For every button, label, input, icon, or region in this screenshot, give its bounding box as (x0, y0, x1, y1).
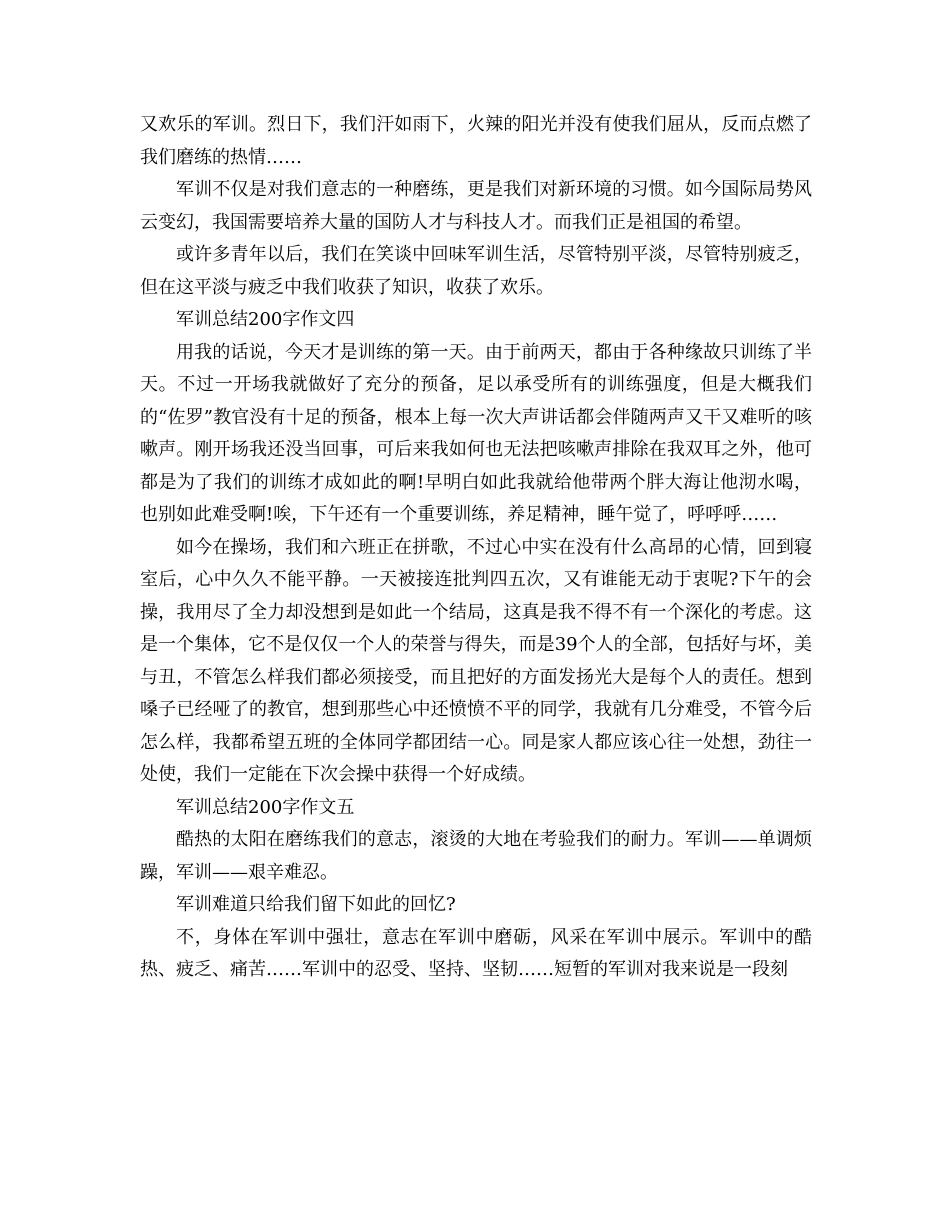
paragraph: 军训难道只给我们留下如此的回忆? (176, 894, 456, 915)
paragraph: 不，身体在军训中强壮，意志在军训中磨砺，风采在军训中展示。军训中的酷热、疲乏、痛苦……军训中的忍受、坚持、坚韧……短暂的军训对我来说是一段刻 (140, 926, 812, 980)
paragraph: 军训不仅是对我们意志的一种磨练，更是我们对新环境的习惯。如今国际局势风云变幻，我国需要培养大量的国防人才与科技人才。而我们正是祖国的希望。 (140, 179, 812, 233)
paragraph: 酷热的太阳在磨练我们的意志，滚烫的大地在考验我们的耐力。军训——单调烦躁，军训——艰辛难忍。 (140, 829, 812, 883)
paragraph: 用我的话说，今天才是训练的第一天。由于前两天，都由于各种缘故只训练了半天。不过一开场我就做好了充分的预备，足以承受所有的训练强度，但是大概我们的“佐罗”教官没有十足的预备，根本上每一次大声讲话都会伴随两声又干又难听的咳嗽声。刚开场我还没当回事，可后来我如何也无法把咳嗽声排除在我双耳之外，他可都是为了我们的训练才成如此的啊!早明白如此我就给他带两个胖大海让他沏水喝，也别如此难受啊!唉，下午还有一个重要训练，养足精神，睡午觉了，呼呼呼…… (140, 341, 812, 525)
paragraph: 如今在操场，我们和六班正在拼歌，不过心中实在没有什么高昂的心情，回到寝室后，心中久久不能平静。一天被接连批判四五次，又有谁能无动于衷呢?下午的会操，我用尽了全力却没想到是如此一个结局，这真是我不得不有一个深化的考虑。这是一个集体，它不是仅仅一个人的荣誉与得失，而是39个人的全部，包括好与坏，美与丑，不管怎么样我们都必须接受，而且把好的方面发扬光大是每个人的责任。想到嗓子已经哑了的教官，想到那些心中还愤愤不平的同学，我就有几分难受，不管今后怎么样，我都希望五班的全体同学都团结一心。同是家人都应该心往一处想，劲往一处使，我们一定能在下次会操中获得一个好成绩。 (140, 536, 812, 785)
section-heading: 军训总结200字作文四 (176, 309, 355, 330)
paragraph-continuation: 又欢乐的军训。烈日下，我们汗如雨下，火辣的阳光并没有使我们屈从，反而点燃了我们磨练的热情…… (140, 114, 812, 168)
document-body (140, 109, 812, 987)
paragraph: 或许多青年以后，我们在笑谈中回味军训生活，尽管特别平淡，尽管特别疲乏，但在这平淡与疲乏中我们收获了知识，收获了欢乐。 (140, 244, 812, 298)
section-heading: 军训总结200字作文五 (176, 796, 355, 818)
